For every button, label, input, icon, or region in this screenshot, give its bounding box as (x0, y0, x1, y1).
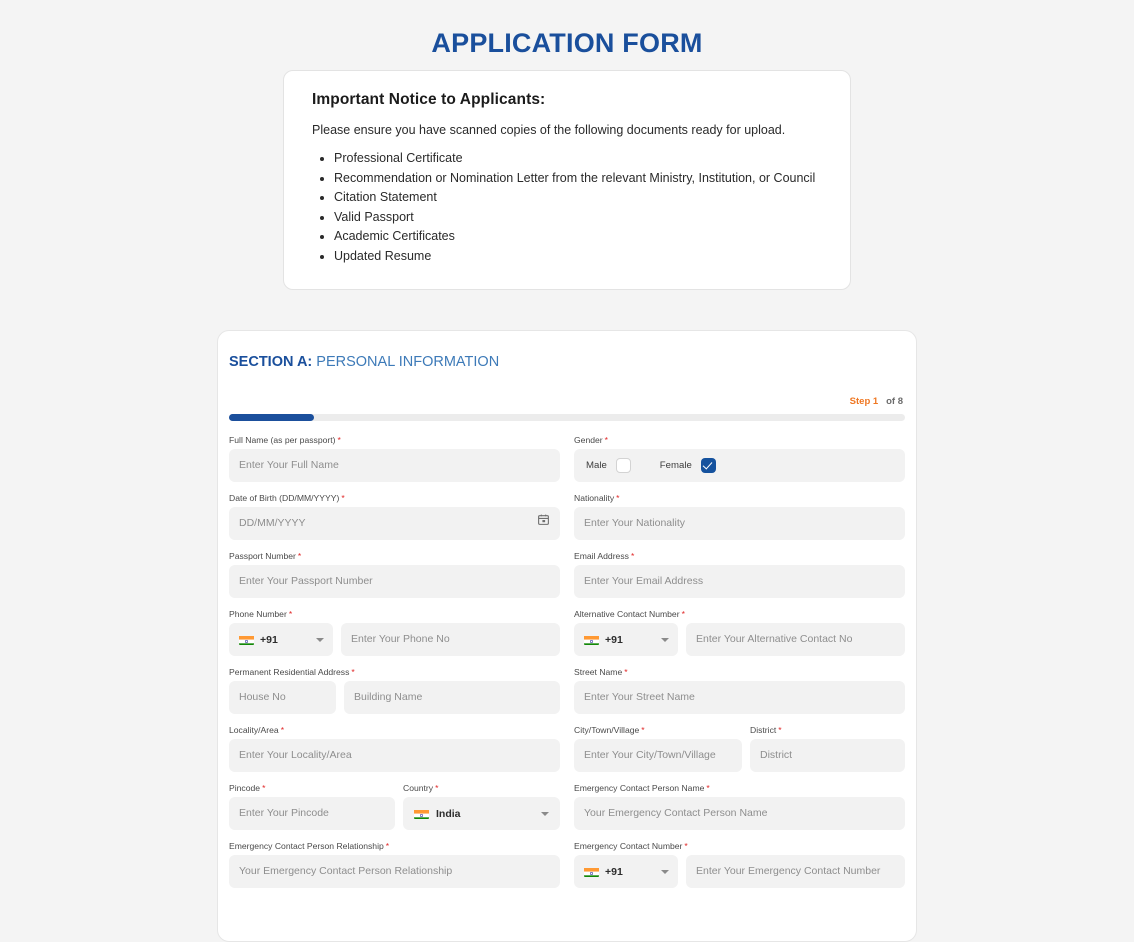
label-text: Gender (574, 435, 603, 445)
gender-female-label: Female (659, 460, 692, 471)
field-label (229, 435, 560, 445)
label-text: Country (403, 783, 434, 793)
field-label (574, 435, 905, 445)
alternative-contact-input[interactable]: Enter Your Alternative Contact No (686, 623, 905, 656)
field-emergency-contact-person-name (574, 783, 905, 830)
field-label (574, 667, 905, 677)
house-number-input[interactable]: House No (229, 681, 336, 714)
label-text: Phone Number (229, 609, 287, 619)
full-name-input[interactable]: Enter Your Full Name (229, 449, 560, 482)
field-alternative-contact-number (574, 609, 905, 656)
field-label (574, 609, 905, 619)
phone-number-input[interactable]: Enter Your Phone No (341, 623, 560, 656)
progress-bar-fill (229, 414, 314, 421)
label-text: Nationality (574, 493, 615, 503)
form-row (229, 783, 905, 830)
required-marker: * (262, 783, 266, 793)
form-row (229, 667, 905, 714)
required-marker: * (706, 783, 710, 793)
label-text: City/Town/Village (574, 725, 640, 735)
field-gender (574, 435, 905, 482)
phone-control-group (229, 623, 560, 656)
field-phone-number (229, 609, 560, 656)
required-marker: * (624, 667, 628, 677)
required-marker: * (641, 725, 645, 735)
field-date-of-birth (229, 493, 560, 540)
gender-option-group (574, 449, 905, 482)
required-documents-list (312, 149, 822, 267)
field-label (403, 783, 438, 793)
nationality-input[interactable]: Enter Your Nationality (574, 507, 905, 540)
gender-male-label: Male (586, 460, 607, 471)
field-permanent-residential-address (229, 667, 560, 714)
label-text: Emergency Contact Number (574, 841, 683, 851)
label-text: Permanent Residential Address (229, 667, 350, 677)
required-marker: * (341, 493, 345, 503)
field-emergency-contact-number (574, 841, 905, 888)
form-row (229, 551, 905, 598)
field-label (574, 841, 905, 851)
india-flag-icon (239, 634, 254, 645)
phone-country-code-select[interactable] (229, 623, 333, 656)
pincode-country-group (229, 783, 560, 830)
passport-number-input[interactable]: Enter Your Passport Number (229, 565, 560, 598)
required-marker: * (604, 435, 609, 445)
field-locality-area (229, 725, 560, 772)
label-text: Emergency Contact Person Name (574, 783, 705, 793)
alt-contact-country-code: +91 (605, 633, 623, 646)
label-text: Emergency Contact Person Relationship (229, 841, 384, 851)
field-label (229, 841, 560, 851)
list-item: • Academic Certificates (334, 227, 822, 247)
personal-information-fields (229, 435, 905, 888)
label-text: Alternative Contact Number (574, 609, 680, 619)
district-input[interactable]: District (750, 739, 905, 772)
emergency-contact-name-input[interactable]: Your Emergency Contact Person Name (574, 797, 905, 830)
required-marker: * (337, 435, 341, 445)
required-marker: * (288, 609, 293, 619)
section-prefix: SECTION A: (229, 354, 313, 370)
section-name: PERSONAL INFORMATION (316, 354, 500, 370)
form-row (229, 493, 905, 540)
step-current-label: Step 1 (849, 396, 879, 407)
field-label (574, 725, 742, 735)
emergency-country-code-select[interactable] (574, 855, 678, 888)
notice-subtitle: Please ensure you have scanned copies of the following documents ready for upload. (312, 123, 786, 137)
field-label (574, 783, 905, 793)
gender-female-checkbox[interactable] (701, 458, 716, 473)
label-text: Passport Number (229, 551, 296, 561)
phone-country-code: +91 (260, 633, 278, 646)
required-marker: * (297, 551, 302, 561)
field-full-name (229, 435, 560, 482)
field-label (750, 725, 782, 735)
section-a-form-card (217, 330, 917, 942)
city-district-group (574, 725, 905, 772)
india-flag-icon (584, 866, 599, 877)
emergency-country-code: +91 (605, 865, 623, 878)
important-notice-card (283, 70, 851, 290)
india-flag-icon (414, 808, 429, 819)
page-title: APPLICATION FORM (431, 28, 703, 58)
label-text: Date of Birth (DD/MM/YYYY) (229, 493, 340, 503)
country-code-display (584, 866, 623, 878)
calendar-icon[interactable] (537, 507, 550, 540)
required-marker: * (778, 725, 782, 735)
required-marker: * (385, 841, 390, 851)
country-code-display (239, 634, 278, 646)
required-marker: * (351, 667, 355, 677)
chevron-down-icon (316, 638, 324, 642)
list-item: • Recommendation or Nomination Letter from the relevant Ministry, Institution, or Council (334, 169, 822, 189)
label-text: Full Name (as per passport) (229, 435, 336, 445)
form-row (229, 435, 905, 482)
field-label (574, 493, 905, 503)
field-emergency-contact-relationship (229, 841, 560, 888)
label-text: Email Address (574, 551, 629, 561)
label-text: District (750, 725, 777, 735)
list-item: • Professional Certificate (334, 149, 822, 169)
country-code-display (584, 634, 623, 646)
alt-contact-control-group (574, 623, 905, 656)
pincode-country-labels (229, 783, 560, 797)
emergency-number-control-group (574, 855, 905, 888)
building-name-input[interactable]: Building Name (344, 681, 560, 714)
label-text: Street Name (574, 667, 623, 677)
field-label (229, 725, 560, 735)
required-marker: * (616, 493, 620, 503)
india-flag-icon (584, 634, 599, 645)
required-marker: * (684, 841, 688, 851)
list-item: • Citation Statement (334, 188, 822, 208)
locality-area-input[interactable]: Enter Your Locality/Area (229, 739, 560, 772)
form-row (229, 609, 905, 656)
gender-male-checkbox[interactable] (616, 458, 631, 473)
country-selected-value: India (436, 807, 461, 820)
date-of-birth-input[interactable] (229, 507, 560, 540)
form-row (229, 725, 905, 772)
date-placeholder: DD/MM/YYYY (239, 517, 306, 529)
chevron-down-icon (661, 638, 669, 642)
list-item: • Updated Resume (334, 247, 822, 267)
field-label (229, 609, 560, 619)
label-text: Locality/Area (229, 725, 279, 735)
progress-bar-track (229, 414, 905, 421)
country-value-display (414, 808, 461, 820)
form-row (229, 841, 905, 888)
field-email-address (574, 551, 905, 598)
section-heading (229, 354, 905, 370)
required-marker: * (280, 725, 285, 735)
city-district-inputs (574, 739, 905, 772)
city-town-village-input[interactable]: Enter Your City/Town/Village (574, 739, 742, 772)
emergency-relationship-input[interactable]: Your Emergency Contact Person Relationship (229, 855, 560, 888)
email-address-input[interactable]: Enter Your Email Address (574, 565, 905, 598)
pincode-country-inputs (229, 797, 560, 830)
field-label (574, 551, 905, 561)
list-item: • Valid Passport (334, 208, 822, 228)
chevron-down-icon (661, 870, 669, 874)
emergency-contact-number-input[interactable]: Enter Your Emergency Contact Number (686, 855, 905, 888)
notice-title: Important Notice to Applicants: (312, 91, 546, 108)
required-marker: * (435, 783, 439, 793)
field-passport-number (229, 551, 560, 598)
required-marker: * (681, 609, 685, 619)
step-indicator (229, 396, 905, 407)
field-street-name (574, 667, 905, 714)
field-nationality (574, 493, 905, 540)
alt-contact-country-code-select[interactable] (574, 623, 678, 656)
country-select[interactable] (403, 797, 560, 830)
pincode-input[interactable]: Enter Your Pincode (229, 797, 395, 830)
city-district-labels (574, 725, 905, 739)
field-label (229, 493, 560, 503)
street-name-input[interactable]: Enter Your Street Name (574, 681, 905, 714)
field-label (229, 551, 560, 561)
field-label (229, 667, 560, 677)
label-text: Pincode (229, 783, 261, 793)
field-label (229, 783, 395, 793)
step-total-label: of 8 (886, 396, 903, 407)
required-marker: * (630, 551, 635, 561)
chevron-down-icon (541, 812, 549, 816)
address-control-group (229, 681, 560, 714)
